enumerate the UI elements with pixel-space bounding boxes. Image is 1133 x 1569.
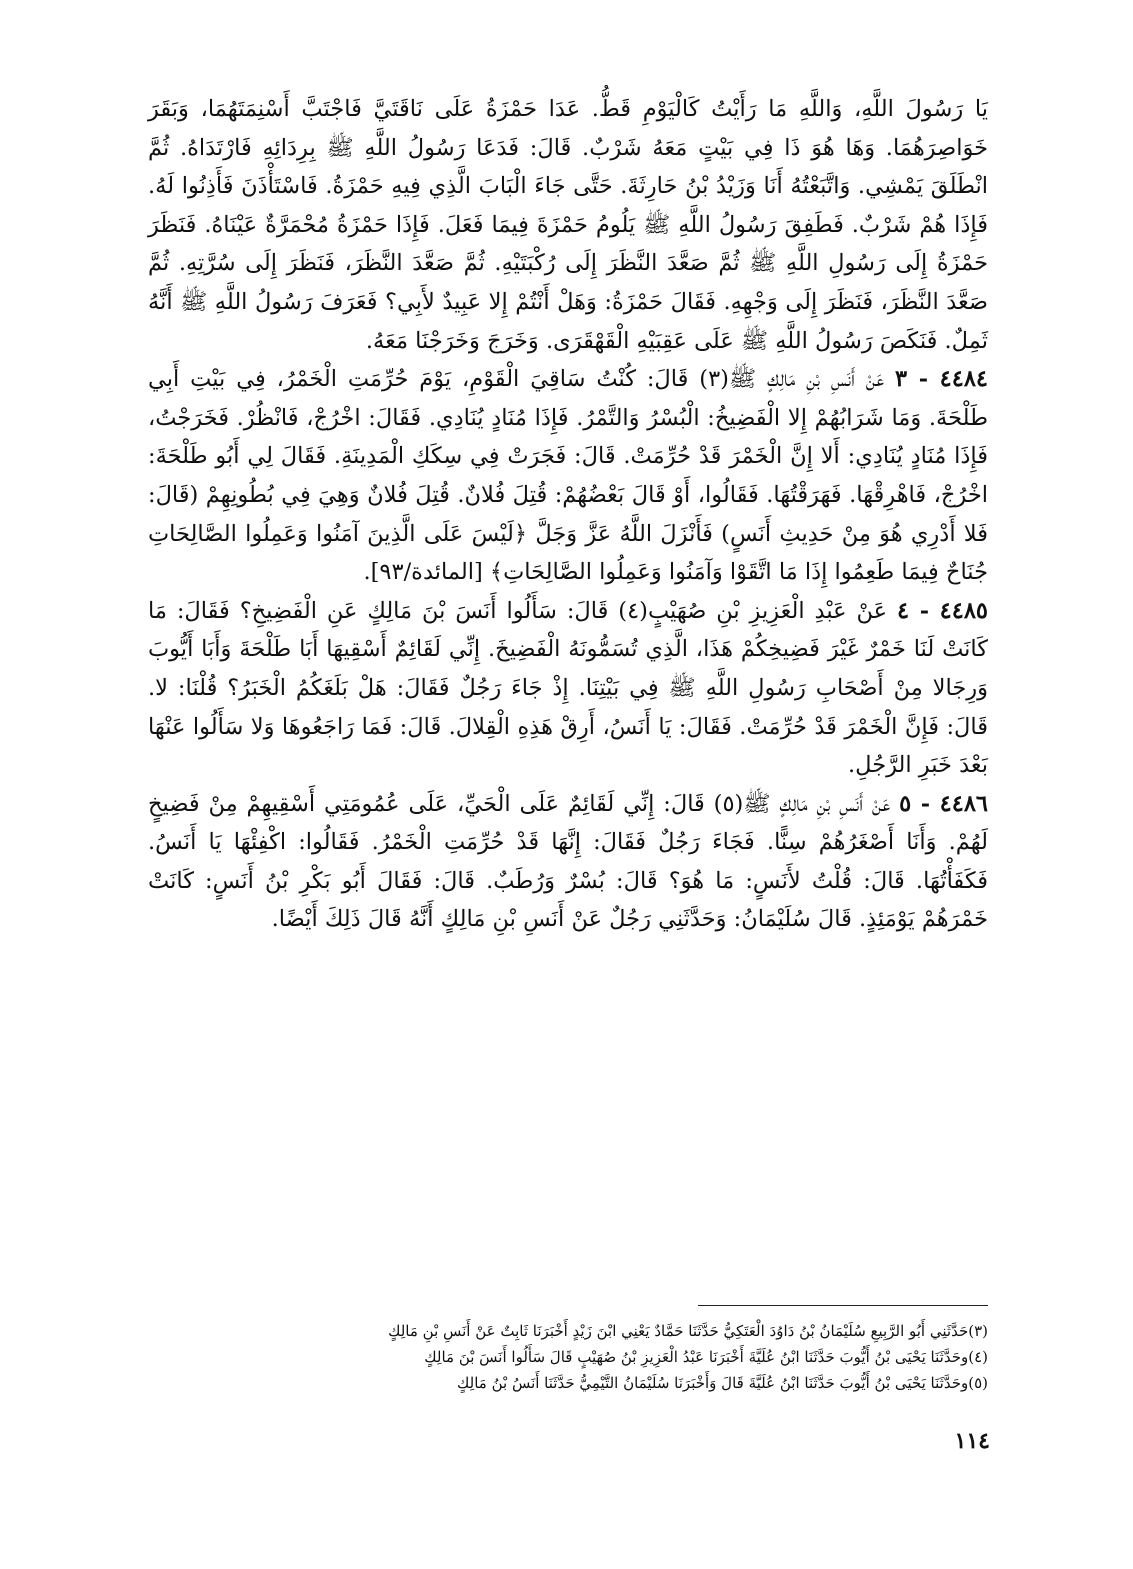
paragraph-continuation: يَا رَسُولَ اللَّهِ، وَاللَّهِ مَا رَأَيْتُ كَالْيَوْمِ قَطُّ. عَدَا حَمْزَةُ عَلَى نَاقَتَيَّ فَاجْتَبَّ أَسْنِمَتَهُمَا، وَبَقَرَ خَوَاصِرَهُمَا. وَهَا هُوَ ذَا فِي بَيْتٍ مَعَهُ شَرْبٌ. قَالَ: فَدَعَا رَسُولُ اللَّهِ ﷺ بِرِدَائِهِ فَارْتَدَاهُ. ثُمَّ انْطَلَقَ يَمْشِي. وَاتَّبَعْتُهُ أَنَا وَزَيْدُ بْنُ حَارِثَةَ. حَتَّى جَاءَ الْبَابَ الَّذِي فِيهِ حَمْزَةُ. فَاسْتَأْذَنَ فَأَذِنُوا لَهُ. فَإِذَا هُمْ شَرْبٌ. فَطَفِقَ رَسُولُ اللَّهِ ﷺ يَلُومُ حَمْزَةَ فِيمَا فَعَلَ. فَإِذَا حَمْزَةُ مُحْمَرَّةٌ عَيْنَاهُ. فَنَظَرَ حَمْزَةُ إِلَى رَسُولِ اللَّهِ ﷺ ثُمَّ صَعَّدَ النَّظَرَ إِلَى رُكْبَتَيْهِ. ثُمَّ صَعَّدَ النَّظَرَ، فَنَظَرَ إِلَى سُرَّتِهِ. ثُمَّ صَعَّدَ النَّظَرَ، فَنَظَرَ إِلَى وَجْهِهِ. فَقَالَ حَمْزَةُ: وَهَلْ أَنْتُمْ إِلا عَبِيدٌ لأَبِي؟ فَعَرَفَ رَسُولُ اللَّهِ ﷺ أَنَّهُ ثَمِلٌ. فَنَكَصَ رَسُولُ اللَّهِ ﷺ عَلَى عَقِبَيْهِ الْقَهْقَرَى. وَخَرَجَ وَخَرَجْنَا مَعَهُ. (148, 96, 988, 354)
footnote-5: (٥)وحَدَّثَنَا يَحْيَى بْنُ أَيُّوبَ حَدَّثَنَا ابْنُ عُلَيَّةَ قَالَ وَأَخْبَرَنَا سُلَيْمَانُ التَّيْمِيُّ حَدَّثَنَا أَنَسُ بْنُ مَالِكٍ (457, 1374, 988, 1392)
footnote-3: (٣)حَدَّثَنِي أَبُو الرَّبِيعِ سُلَيْمَانُ بْنُ دَاوُدَ الْعَتَكِيُّ حَدَّثَنَا حَمَّادٌ يَعْنِي ابْنَ زَيْدٍ أَخْبَرَنَا ثَابِتٌ عَنْ أَنَسِ بْنِ مَالِكٍ (388, 1322, 988, 1340)
hadith-text: عَنْ أَنَسِ بْنِ مَالِكٍ ﷺ(٥) قَالَ: إِنِّي لَقَائِمٌ عَلَى الْحَيِّ، عَلَى عُمُومَتِي أَسْقِيهِمْ مِنْ فَضِيخٍ لَهُمْ. وَأَنَا أَصْغَرُهُمْ سِنًّا. فَجَاءَ رَجُلٌ فَقَالَ: إِنَّهَا قَدْ حُرِّمَتِ الْخَمْرُ. فَقَالُوا: اكْفِئْهَا يَا أَنَسُ. فَكَفَأْتُهَا. قَالَ: قُلْتُ لأَنَسٍ: مَا هُوَ؟ قَالَ: بُسْرٌ وَرُطَبٌ. قَالَ: فَقَالَ أَبُو بَكْرِ بْنُ أَنَسٍ: كَانَتْ خَمْرَهُمْ يَوْمَئِذٍ. قَالَ سُلَيْمَانُ: وَحَدَّثَنِي رَجُلٌ عَنْ أَنَسِ بْنِ مَالِكٍ أَنَّهُ قَالَ ذَلِكَ أَيْضًا. (148, 790, 988, 933)
hadith-number: ٤٤٨٦ - ٥ (899, 790, 988, 817)
hadith-text: عَنْ أَنَسِ بْنِ مَالِكٍ ﷺ(٣) قَالَ: كُنْتُ سَاقِيَ الْقَوْمِ، يَوْمَ حُرِّمَتِ الْخَمْرُ، فِي بَيْتِ أَبِي طَلْحَةَ. وَمَا شَرَابُهُمْ إِلا الْفَضِيخُ: الْبُسْرُ وَالتَّمْرُ. فَإِذَا مُنَادٍ يُنَادِي. فَقَالَ: اخْرُجْ، فَانْظُرْ. فَخَرَجْتُ، فَإِذَا مُنَادٍ يُنَادِي: أَلا إِنَّ الْخَمْرَ قَدْ حُرِّمَتْ. قَالَ: فَجَرَتْ فِي سِكَكِ الْمَدِينَةِ. فَقَالَ لِي أَبُو طَلْحَةَ: اخْرُجْ، فَاهْرِقْهَا. فَهَرَقْتُهَا. فَقَالُوا، أَوْ قَالَ بَعْضُهُمْ: قُتِلَ فُلانٌ. قُتِلَ فُلانٌ وَهِيَ فِي بُطُونِهِمْ (قَالَ: فَلا أَدْرِي هُوَ مِنْ حَدِيثِ أَنَسٍ) فَأَنْزَلَ اللَّهُ عَزَّ وَجَلَّ ﴿لَيْسَ عَلَى الَّذِينَ آمَنُوا وَعَمِلُوا الصَّالِحَاتِ جُنَاحٌ فِيمَا طَعِمُوا إِذَا مَا اتَّقَوْا وَآمَنُوا وَعَمِلُوا الصَّالِحَاتِ﴾ [المائدة/٩٣]. (148, 366, 988, 586)
hadith-4485 (148, 592, 988, 785)
hadith-number: ٤٤٨٤ - ٣ (895, 366, 988, 393)
hadith-4484 (148, 360, 988, 592)
main-text (148, 90, 988, 939)
hadith-4486 (148, 785, 988, 939)
page-number: ١١٤ (954, 1428, 990, 1454)
hadith-text: عَنْ عَبْدِ الْعَزِيزِ بْنِ صُهَيْبٍ(٤) قَالَ: سَأَلُوا أَنَسَ بْنَ مَالِكٍ عَنِ الْفَضِيخِ؟ فَقَالَ: مَا كَانَتْ لَنَا خَمْرٌ غَيْرَ فَضِيخِكُمْ هَذَا، الَّذِي تُسَمُّونَهُ الْفَضِيخَ. إِنِّي لَقَائِمٌ أَسْقِيهَا أَبَا طَلْحَةَ وَأَبَا أَيُّوبَ وَرِجَالا مِنْ أَصْحَابِ رَسُولِ اللَّهِ ﷺ فِي بَيْتِنَا. إِذْ جَاءَ رَجُلٌ فَقَالَ: هَلْ بَلَغَكُمُ الْخَبَرُ؟ قُلْنَا: لا. قَالَ: فَإِنَّ الْخَمْرَ قَدْ حُرِّمَتْ. فَقَالَ: يَا أَنَسُ، أَرِقْ هَذِهِ الْقِلالَ. قَالَ: فَمَا رَاجَعُوهَا وَلا سَأَلُوا عَنْهَا بَعْدَ خَبَرِ الرَّجُلِ. (148, 597, 988, 779)
hadith-number: ٤٤٨٥ - ٤ (897, 597, 988, 624)
footnotes (300, 1318, 988, 1396)
footnote-divider (698, 1305, 988, 1306)
footnote-4: (٤)وحَدَّثَنَا يَحْيَى بْنُ أَيُّوبَ حَدَّثَنَا ابْنُ عُلَيَّةَ أَخْبَرَنَا عَبْدُ الْعَزِيزِ بْنُ صُهَيْبٍ قَالَ سَأَلُوا أَنَسَ بْنَ مَالِكٍ (424, 1348, 988, 1366)
